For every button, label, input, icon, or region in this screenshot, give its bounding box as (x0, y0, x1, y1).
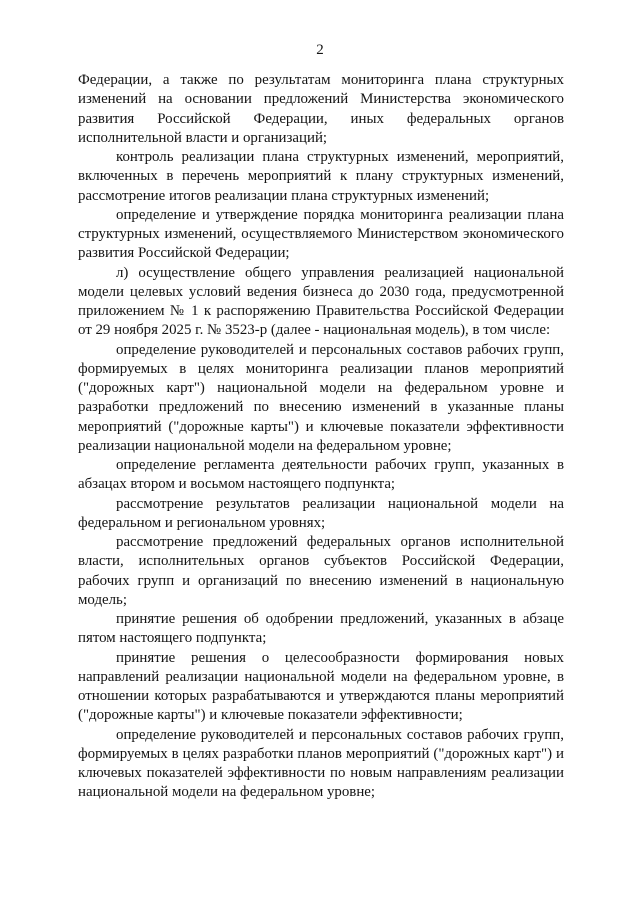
document-body (78, 71, 564, 803)
paragraph: Федерации, а также по результатам мониторинга плана структурных изменений на основании предложений Министерства экономического развития Российской Федерации, иных федеральных органов исполнительной власти и организаций; (78, 72, 564, 146)
paragraph: определение и утверждение порядка мониторинга реализации плана структурных изменений, осуществляемого Министерством экономического развития Российской Федерации; (78, 206, 564, 262)
paragraph: рассмотрение предложений федеральных органов исполнительной власти, исполнительных органов субъектов Российской Федерации, рабочих групп и организаций по внесению изменений в национальную модель; (78, 534, 564, 608)
paragraph: принятие решения о целесообразности формирования новых направлений реализации национальной модели на федеральном уровне, в отношении которых разрабатываются и утверждаются планы мероприятий ("дорожные карты") и ключевые показатели эффективности; (78, 649, 564, 724)
paragraph: определение регламента деятельности рабочих групп, указанных в абзацах втором и восьмом настоящего подпункта; (78, 457, 564, 493)
page-number: 2 (316, 42, 324, 58)
paragraph: л) осуществление общего управления реализацией национальной модели целевых условий ведения бизнеса до 2030 года, предусмотренной приложением № 1 к распоряжению Правительства Российской Федерации от 29 ноября 2025 г. № 3523-р (далее - национальная модель), в том числе: (78, 264, 564, 339)
paragraph: рассмотрение результатов реализации национальной модели на федеральном и региональном уровнях; (78, 495, 564, 531)
paragraph: определение руководителей и персональных составов рабочих групп, формируемых в целях мониторинга реализации планов мероприятий ("дорожных карт") национальной модели на федеральном уровне и разработки предложений по внесению изменений в указанные планы мероприятий ("дорожные карты") и ключевые показатели эффективности реализации национальной модели на федеральном уровне; (78, 341, 564, 454)
paragraph: принятие решения об одобрении предложений, указанных в абзаце пятом настоящего подпункта; (78, 611, 564, 647)
paragraph: определение руководителей и персональных составов рабочих групп, формируемых в целях разработки планов мероприятий ("дорожных карт") и ключевых показателей эффективности по новым направлениям реализации национальной модели на федеральном уровне; (78, 726, 564, 801)
paragraph: контроль реализации плана структурных изменений, мероприятий, включенных в перечень мероприятий к плану структурных изменений, рассмотрение итогов реализации плана структурных изменений; (78, 149, 564, 204)
